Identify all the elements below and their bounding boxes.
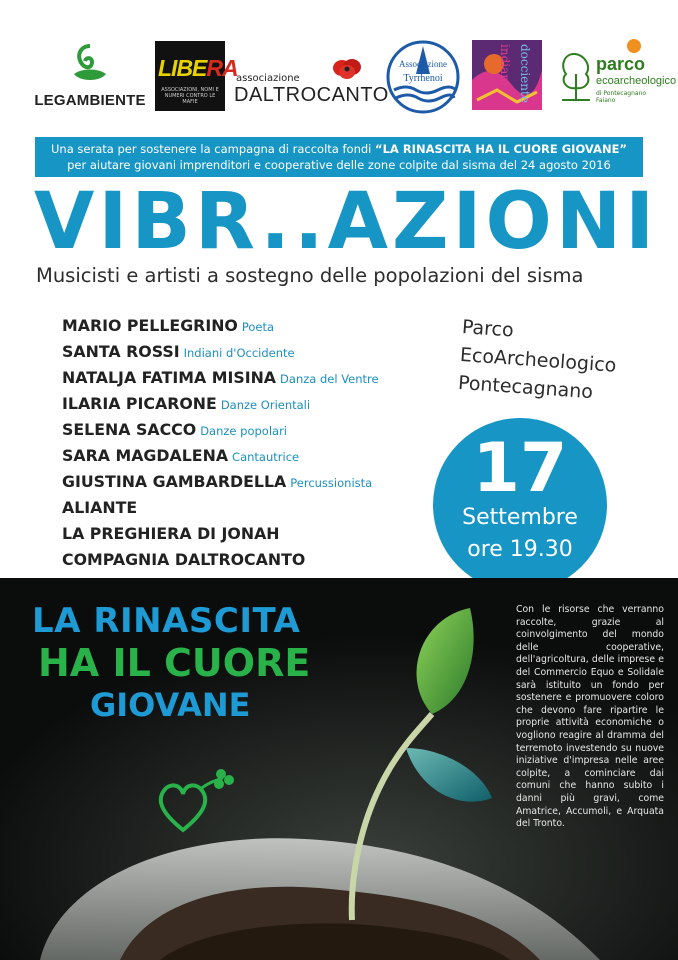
- artist-name: MARIO PELLEGRINO: [62, 316, 238, 335]
- legambiente-text: LEGAMBIENTE: [34, 92, 146, 109]
- artist-role: Percussionista: [290, 476, 373, 490]
- artist-name: COMPAGNIA DALTROCANTO: [62, 550, 306, 569]
- list-item: [62, 547, 462, 573]
- libera-accent: RA: [206, 55, 238, 81]
- indiani-line1: indiani: [498, 44, 512, 86]
- daltrocanto-prefix: associazione: [236, 73, 300, 84]
- campaign-description: Con le risorse che verranno raccolte, grazie al coinvolgimento del mondo delle cooperative, dell'agricoltura, delle imprese e del Commercio Equo e Solidale sarà istituito un fondo per sostenere e promuovere coloro che devono fare ripartire le proprie attività economiche o vogliono reagire al dramma del terremoto investendo su nuove iniziative d'impresa nelle aree colpite, a cominciare dai comuni che hanno subito i danni più gravi, come Amatrice, Accumoli, e Arquata del Tronto.: [516, 604, 664, 830]
- sun-icon: [626, 38, 642, 54]
- artist-name: LA PREGHIERA DI JONAH: [62, 524, 280, 543]
- tree-icon: [554, 44, 598, 104]
- tyrrhenoi-line1: Associazione: [399, 59, 447, 69]
- slogan-line1: LA RINASCITA: [32, 601, 301, 641]
- list-item: [62, 417, 462, 443]
- parco-line2: ecoarcheologico: [596, 75, 677, 87]
- daltrocanto-name: DALTROCANTO: [234, 84, 389, 106]
- parco-ecoarcheologico-logo: [552, 38, 677, 118]
- slogan-line3: GIOVANE: [90, 686, 251, 724]
- libera-tagline: ASSOCIAZIONI, NOMI E NUMERI CONTRO LE MAFIE: [161, 87, 219, 105]
- list-item: [62, 469, 462, 495]
- date-time: ore 19.30: [467, 537, 573, 562]
- artist-role: Danza del Ventre: [280, 372, 379, 386]
- artist-name: ALIANTE: [62, 498, 138, 517]
- date-month: Settembre: [462, 505, 578, 530]
- artist-role: Poeta: [241, 320, 275, 334]
- indiani-occidente-logo: [472, 40, 542, 110]
- list-item: [62, 495, 462, 521]
- artist-name: GIUSTINA GAMBARDELLA: [62, 472, 287, 491]
- poppy-icon: [330, 56, 364, 86]
- artist-name: SELENA SACCO: [62, 420, 197, 439]
- event-title: VIBR..AZIONI: [34, 177, 659, 267]
- libera-main: LIBE: [158, 55, 207, 81]
- list-item: [62, 313, 462, 339]
- venue: [457, 313, 662, 411]
- artist-name: NATALJA FATIMA MISINA: [62, 368, 277, 387]
- event-subtitle: Musicisti e artisti a sostegno delle popolazioni del sisma: [36, 264, 584, 287]
- date-badge: [433, 418, 607, 592]
- parco-line1: parco: [596, 54, 646, 74]
- parco-line3: di Pontecagnano Faiano: [596, 90, 647, 104]
- artist-name: ILARIA PICARONE: [62, 394, 217, 413]
- list-item: [62, 339, 462, 365]
- list-item: [62, 443, 462, 469]
- list-item: [62, 521, 462, 547]
- info-band-line2: per aiutare giovani imprenditori e cooperative delle zone colpite dal sisma del 24 agosto 2016: [67, 158, 611, 172]
- list-item: [62, 365, 462, 391]
- sponsor-logos: [0, 0, 678, 124]
- venue-line3: Pontecagnano: [457, 371, 594, 404]
- indiani-line2: docciente: [518, 44, 532, 103]
- daltrocanto-logo: [234, 56, 389, 106]
- tyrrhenoi-line2: Tyrrhenoi: [403, 73, 443, 84]
- list-item: [62, 391, 462, 417]
- heart-sprout-icon: [153, 768, 243, 838]
- libera-logo: [155, 41, 238, 111]
- venue-line2: EcoArcheologico: [459, 343, 618, 377]
- tyrrhenoi-emblem-icon: [386, 40, 460, 114]
- artist-role: Cantautrice: [232, 450, 300, 464]
- tyrrhenoi-logo: [386, 40, 460, 114]
- artist-role: Indiani d'Occidente: [183, 346, 295, 360]
- info-band-campaign: “LA RINASCITA HA IL CUORE GIOVANE”: [375, 142, 627, 156]
- date-day: 17: [472, 429, 568, 508]
- campaign-slogan: [32, 600, 352, 726]
- artist-list: [62, 313, 462, 573]
- info-band-prefix: Una serata per sostenere la campagna di raccolta fondi: [50, 142, 376, 156]
- swan-icon: [70, 44, 110, 86]
- libera-wordmark: [158, 55, 238, 82]
- info-band-line1: [35, 141, 643, 157]
- artist-name: SARA MAGDALENA: [62, 446, 229, 465]
- info-band: [35, 137, 643, 177]
- legambiente-logo: [30, 38, 150, 118]
- venue-line1: Parco: [461, 315, 515, 342]
- artist-role: Danze Orientali: [220, 398, 311, 412]
- artist-role: Danze popolari: [200, 424, 287, 438]
- slogan-line2: HA IL CUORE: [38, 641, 311, 685]
- artist-name: SANTA ROSSI: [62, 342, 180, 361]
